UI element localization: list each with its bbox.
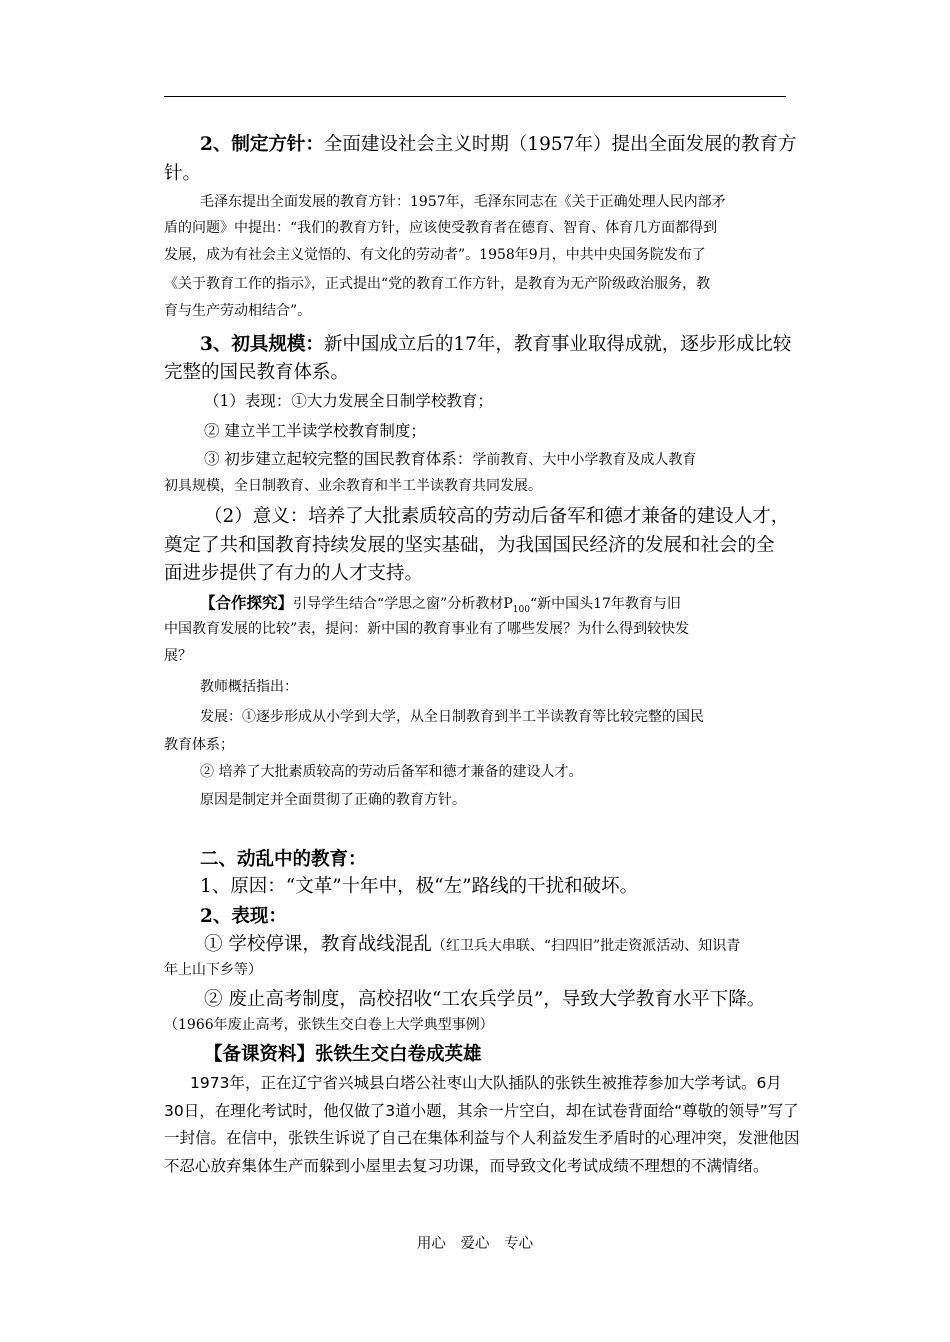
header-rule	[164, 96, 786, 97]
coop-heading: 【合作探究】引导学生结合“学思之窗”分析教材$P_{100}“$新中国头17年教育与旧	[200, 593, 681, 616]
page-footer: 用心 爱心 专心	[416, 1236, 534, 1252]
note-line: （1966年废止高考，张铁生交白卷上大学典型事例）	[164, 1017, 494, 1033]
list-item: ① 学校停课，教育战线混乱（红卫兵大串联、“扫四旧”批走资派活动、知识青	[204, 934, 741, 955]
prep-title: 【备课资料】张铁生交白卷成英雄	[204, 1044, 482, 1065]
paragraph-line: 育与生产劳动相结合”。	[164, 303, 312, 319]
section-scale-continuation: 完整的国民教育体系。	[164, 362, 350, 383]
paragraph-line: 教育体系；	[164, 737, 234, 753]
paragraph-line: 1973年，正在辽宁省兴城县白塔公社枣山大队插队的张铁生被推荐参加大学考试。6月	[190, 1074, 782, 1092]
paragraph-line: （2）意义：培养了大批素质较高的劳动后备军和德才兼备的建设人才，	[204, 506, 790, 527]
list-item: （1）表现：①大力发展全日制学校教育；	[204, 392, 493, 410]
paragraph-line: 《关于教育工作的指示》，正式提出“党的教育工作方针，是教育为无产阶级政治服务，教	[164, 276, 711, 292]
list-item-continuation: 初具规模，全日制教育、业余教育和半工半读教育共同发展。	[164, 478, 542, 494]
paragraph-line: 30日，在理化考试时，他仅做了3道小题，其余一片空白，却在试卷背面给“尊敬的领导”写了	[164, 1102, 799, 1120]
paragraph-line: 不忍心放弃集体生产而躲到小屋里去复习功课，而导致文化考试成绩不理想的不满情绪。	[164, 1157, 769, 1175]
paragraph-line: 1、原因：“文革”十年中，极“左”路线的干扰和破坏。	[200, 876, 639, 897]
section-title-turmoil: 二、动乱中的教育：	[200, 849, 367, 870]
paragraph-line: 展？	[164, 648, 192, 664]
paragraph-line: 面进步提供了有力的人才支持。	[164, 563, 424, 584]
paragraph-line: 盾的问题》中提出：“我们的教育方针，应该使受教育者在德育、智育、体育几方面都得到	[164, 220, 718, 236]
paragraph-line: 原因是制定并全面贯彻了正确的教育方针。	[200, 792, 466, 808]
list-item: ② 建立半工半读学校教育制度；	[204, 422, 426, 440]
section-heading-scale: 3、初具规模：新中国成立后的17年，教育事业取得成就，逐步形成比较	[200, 334, 792, 355]
list-item: ② 废止高考制度，高校招收“工农兵学员”，导致大学教育水平下降。	[204, 989, 766, 1010]
section-heading-policy: 2、制定方针：全面建设社会主义时期（1957年）提出全面发展的教育方	[200, 134, 797, 155]
paragraph-line: 发展：①逐步形成从小学到大学，从全日制教育到半工半读教育等比较完整的国民	[200, 709, 704, 725]
paragraph-line: 中国教育发展的比较”表，提问：新中国的教育事业有了哪些发展？为什么得到较快发	[164, 621, 690, 637]
paragraph-line: 2、表现：	[200, 906, 287, 927]
list-item-continuation: 年上山下乡等）	[164, 962, 262, 978]
paragraph-line: 教师概括指出：	[200, 679, 298, 695]
paragraph-line: ② 培养了大批素质较高的劳动后备军和德才兼备的建设人才。	[200, 764, 583, 780]
paragraph-line: 发展，成为有社会主义觉悟的、有文化的劳动者”。1958年9月，中共中央国务院发布了	[164, 247, 706, 263]
paragraph-line: 毛泽东提出全面发展的教育方针：1957年，毛泽东同志在《关于正确处理人民内部矛	[200, 194, 726, 210]
list-item: ③ 初步建立起较完整的国民教育体系：学前教育、大中小学教育及成人教育	[204, 450, 697, 468]
paragraph-line: 奠定了共和国教育持续发展的坚实基础，为我国国民经济的发展和社会的全	[164, 535, 775, 556]
section-policy-continuation: 针。	[164, 163, 202, 184]
paragraph-line: 一封信。在信中，张铁生诉说了自己在集体利益与个人利益发生矛盾时的心理冲突，发泄他因	[164, 1129, 800, 1147]
